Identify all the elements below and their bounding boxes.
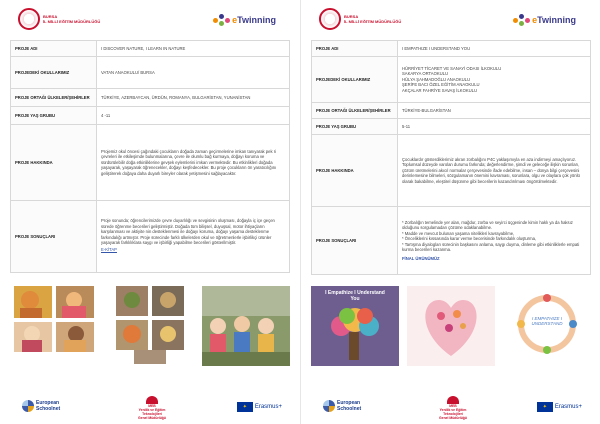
result-item: * Önceliklerini kıssasında karar verme becerisinde farkındalık oluşturma, xyxy=(402,236,537,242)
yegitek-logo xyxy=(433,396,473,420)
erasmus-logo xyxy=(237,402,282,412)
european-schoolnet-logo xyxy=(22,400,60,412)
es-line3: net xyxy=(52,406,61,412)
meb-logo-line1: BURSA xyxy=(43,14,58,19)
row-label: PROJEDEKİ OKULLARIMIZ xyxy=(312,57,398,103)
es-line2: School xyxy=(337,406,354,412)
erasmus-text: Erasmus+ xyxy=(254,404,282,410)
yegitek-line3: Genel Müdürlüğü xyxy=(439,416,467,420)
meb-logo-line2: İL MİLLİ EĞİTİM MÜDÜRLÜĞÜ xyxy=(43,19,101,24)
result-item: * Zorbalığın temelinde yer alan, mağdur, zorba ve seyirci üçgeninde kimin haklı ya da haksız olduğunu sorgulamadan çözüme odaklanabilme. xyxy=(402,220,573,231)
row-value: 4 -11 xyxy=(97,107,290,125)
poster-empathy-tree xyxy=(311,286,399,366)
yegitek-logo xyxy=(132,396,172,420)
es-line1: European xyxy=(337,400,361,406)
table-row xyxy=(11,41,290,57)
school-name: AKÇALAR FAHRİYE SAVAŞ İLKOKULU xyxy=(402,87,478,93)
table-row xyxy=(312,41,591,57)
yegitek-mark-icon xyxy=(146,396,158,404)
row-value: 5-11 xyxy=(398,119,591,135)
row-value: I EMPATHIZE I UNDERSTAND YOU xyxy=(398,41,591,57)
row-value: Çocuklardır gösterdiklerimiz akran zorbalığını P4C yaklaşımıyla en aza indirmeyi amaçlıyoruz. Toplumsal düzeyde varolan durumu farkında; değerlendirme, şimdi ve geleceğe ilişkin sorunları, çözüm üretmelerini akıcıl normalar çerçevesinde ifade edebilme, insan – dünya bilgi çerçevesini derinlemesine bilmeleri, sözgulamanın önemini kavraması, sorunlara, olgu ve olaylara çok yönlü olarak bakabilme, eleştirel düşünme gibi becerilerin kazandırılması öngörülmektedir. xyxy=(398,135,591,207)
poster-hands-circle xyxy=(503,286,591,366)
es-line2: School xyxy=(36,406,53,412)
etwinning-logo xyxy=(213,14,276,26)
table-row xyxy=(312,119,591,135)
page-footer xyxy=(301,396,600,418)
table-row xyxy=(11,107,290,125)
european-schoolnet-logo xyxy=(323,400,361,412)
poster-title-line1: I Empathize I Understand xyxy=(325,290,385,296)
yegitek-line1: MEB xyxy=(449,404,457,408)
schoolnet-globe-icon xyxy=(22,400,34,412)
row-label: PROJE HAKKINDA xyxy=(312,135,398,207)
yegitek-line2: Yenilik ve Eğitim Teknolojileri xyxy=(439,408,467,416)
yegitek-line1: MEB xyxy=(148,404,156,408)
erasmus-text: Erasmus+ xyxy=(554,404,582,410)
yegitek-mark-icon xyxy=(447,396,459,404)
etwinning-prefix: e xyxy=(532,15,538,25)
photo-strip-right xyxy=(311,286,591,366)
row-value: I DISCOVER NATURE, I LEARN IN NATURE xyxy=(97,41,290,57)
etwinning-star-icon xyxy=(513,14,531,26)
poster-title-line2: You xyxy=(350,296,360,302)
etwinning-star-icon xyxy=(213,14,231,26)
row-label: PROJE YAŞ GRUBU xyxy=(312,119,398,135)
es-line1: European xyxy=(36,400,60,406)
project-info-table-right xyxy=(311,40,591,275)
row-label: PROJEDEKİ OKULLARIMIZ xyxy=(11,57,97,89)
etwinning-logo xyxy=(513,14,576,26)
etwinning-name: Twinning xyxy=(537,15,576,25)
meb-logo xyxy=(319,8,401,30)
school-name: SAKARYA ORTAOKULU xyxy=(402,71,449,77)
table-row xyxy=(312,103,591,119)
row-value: Projemiz okul öncesi çağındaki çocukların doğada zaman geçirmelerine imkan tanıyarak pek ri çevreleri ile etkileşimde bulunmalarına, çevre ile olumlu bağ kurmaya, doğayı koruma ve sürdürülebilir doğa etkinliklerine gevşek eylemlerini imkan vermektedir. Bu etkinlikleri doğada yaşayarak, yaşayarak öğrenecekler, doğayı keşfedecekler. Bu proje çocukların ön yaratıcılığını geliştirerek doğaya daha duyarlı bireyler olarak yetişmesini sağlayacaktır. xyxy=(97,125,290,201)
table-row xyxy=(11,89,290,107)
eu-flag-icon: ✦ xyxy=(237,402,253,412)
meb-seal-icon xyxy=(319,8,341,30)
etwinning-prefix: e xyxy=(232,15,238,25)
row-value: TÜRKİYE, AZERBAYCAN, ÜRDÜN, ROMANYA, BULGARİSTAN, YUNANİSTAN xyxy=(97,89,290,107)
meb-logo-line1: BURSA xyxy=(344,14,359,19)
poster-heart-hands xyxy=(407,286,495,366)
table-row xyxy=(11,57,290,89)
result-item: * Tartışma diyalogları sürecinin başkasını anlama, saygı duyma, dinleme gibi etkinliklerle empati kurma becerileri kazanma. xyxy=(402,241,580,253)
table-row xyxy=(11,125,290,201)
page-header xyxy=(301,6,600,36)
row-label: PROJE SONUÇLARI xyxy=(11,201,97,273)
etwinning-name: Twinning xyxy=(237,15,276,25)
yegitek-line3: Genel Müdürlüğü xyxy=(138,416,166,420)
school-name: HÜRRİYET TİCARET VE SANAYİ ODASI İLKOKULU xyxy=(402,65,502,71)
schoolnet-globe-icon xyxy=(323,400,335,412)
es-line3: net xyxy=(353,406,362,412)
row-value: VATAN ANAOKULU/ BURSA xyxy=(97,57,290,89)
meb-logo-line2: İL MİLLİ EĞİTİM MÜDÜRLÜĞÜ xyxy=(344,19,402,24)
ebook-link[interactable]: E-KİTAP xyxy=(101,247,117,253)
eu-flag-icon: ✦ xyxy=(537,402,553,412)
table-row xyxy=(312,135,591,207)
row-label: PROJE ORTAĞI ÜLKELER/ŞEHİRLER xyxy=(11,89,97,107)
row-label: PROJE YAŞ GRUBU xyxy=(11,107,97,125)
table-row xyxy=(11,201,290,273)
photo-nature-crafts xyxy=(106,286,194,366)
erasmus-logo xyxy=(537,402,582,412)
right-page xyxy=(300,0,600,424)
page-header xyxy=(0,6,300,36)
row-label: PROJE ORTAĞI ÜLKELER/ŞEHİRLER xyxy=(312,103,398,119)
poster3-text-line1: I EMPATHIZE I xyxy=(531,316,563,321)
school-name: HÜLYA ŞAHMADOĞLU ANAOKULU xyxy=(402,76,471,82)
table-row xyxy=(312,57,591,103)
row-label: PROJE ADI xyxy=(11,41,97,57)
table-row xyxy=(312,207,591,275)
row-label: PROJE SONUÇLARI xyxy=(312,207,398,275)
poster3-text-line2: UNDERSTAND xyxy=(531,321,563,326)
photo-kids-garden xyxy=(202,286,290,366)
final-product-link[interactable]: FİNAL ÜRÜNÜMÜZ xyxy=(402,255,440,261)
meb-logo xyxy=(18,8,100,30)
photo-kids-painting xyxy=(10,286,98,366)
row-label: PROJE HAKKINDA xyxy=(11,125,97,201)
row-value: TÜRKİYE-BULGARİSTAN xyxy=(398,103,591,119)
school-name: ŞERİFE BACI ÖZEL EĞİTİM ANAOKULU xyxy=(402,82,480,88)
result-item: * Madde ve mevcut bulunan yaşama nitelikleri kavrayabilme, xyxy=(402,230,515,236)
project-info-table-left xyxy=(10,40,290,273)
row-value xyxy=(398,57,591,103)
yegitek-line2: Yenilik ve Eğitim Teknolojileri xyxy=(138,408,166,416)
meb-seal-icon xyxy=(18,8,40,30)
page-footer xyxy=(0,396,300,418)
photo-strip-left xyxy=(10,286,290,366)
row-value: Proje sonunda; öğrencilerimizde çevre duyarlılığı ve sevgisinin oluşması, doğayla iç içe geçen sürede öğrenme becerileri geliştirmiştir. Doğada tüm bilişsel, duyuşsal, motor ihtiyaçların karşılanması ve aktiyite nin desteklenmesi ile doğayı koruma, doğayı yaşama desteklenme farkındalığı artmıştır. Proje sürecinde farklı ülkelerden okul ve öğretmenlerle işbirlikçi ürünler yaşayarak farklılıklara saygı ve işbirliği yapabilme becerileri gösterilmiştir. xyxy=(101,218,275,245)
row-label: PROJE ADI xyxy=(312,41,398,57)
